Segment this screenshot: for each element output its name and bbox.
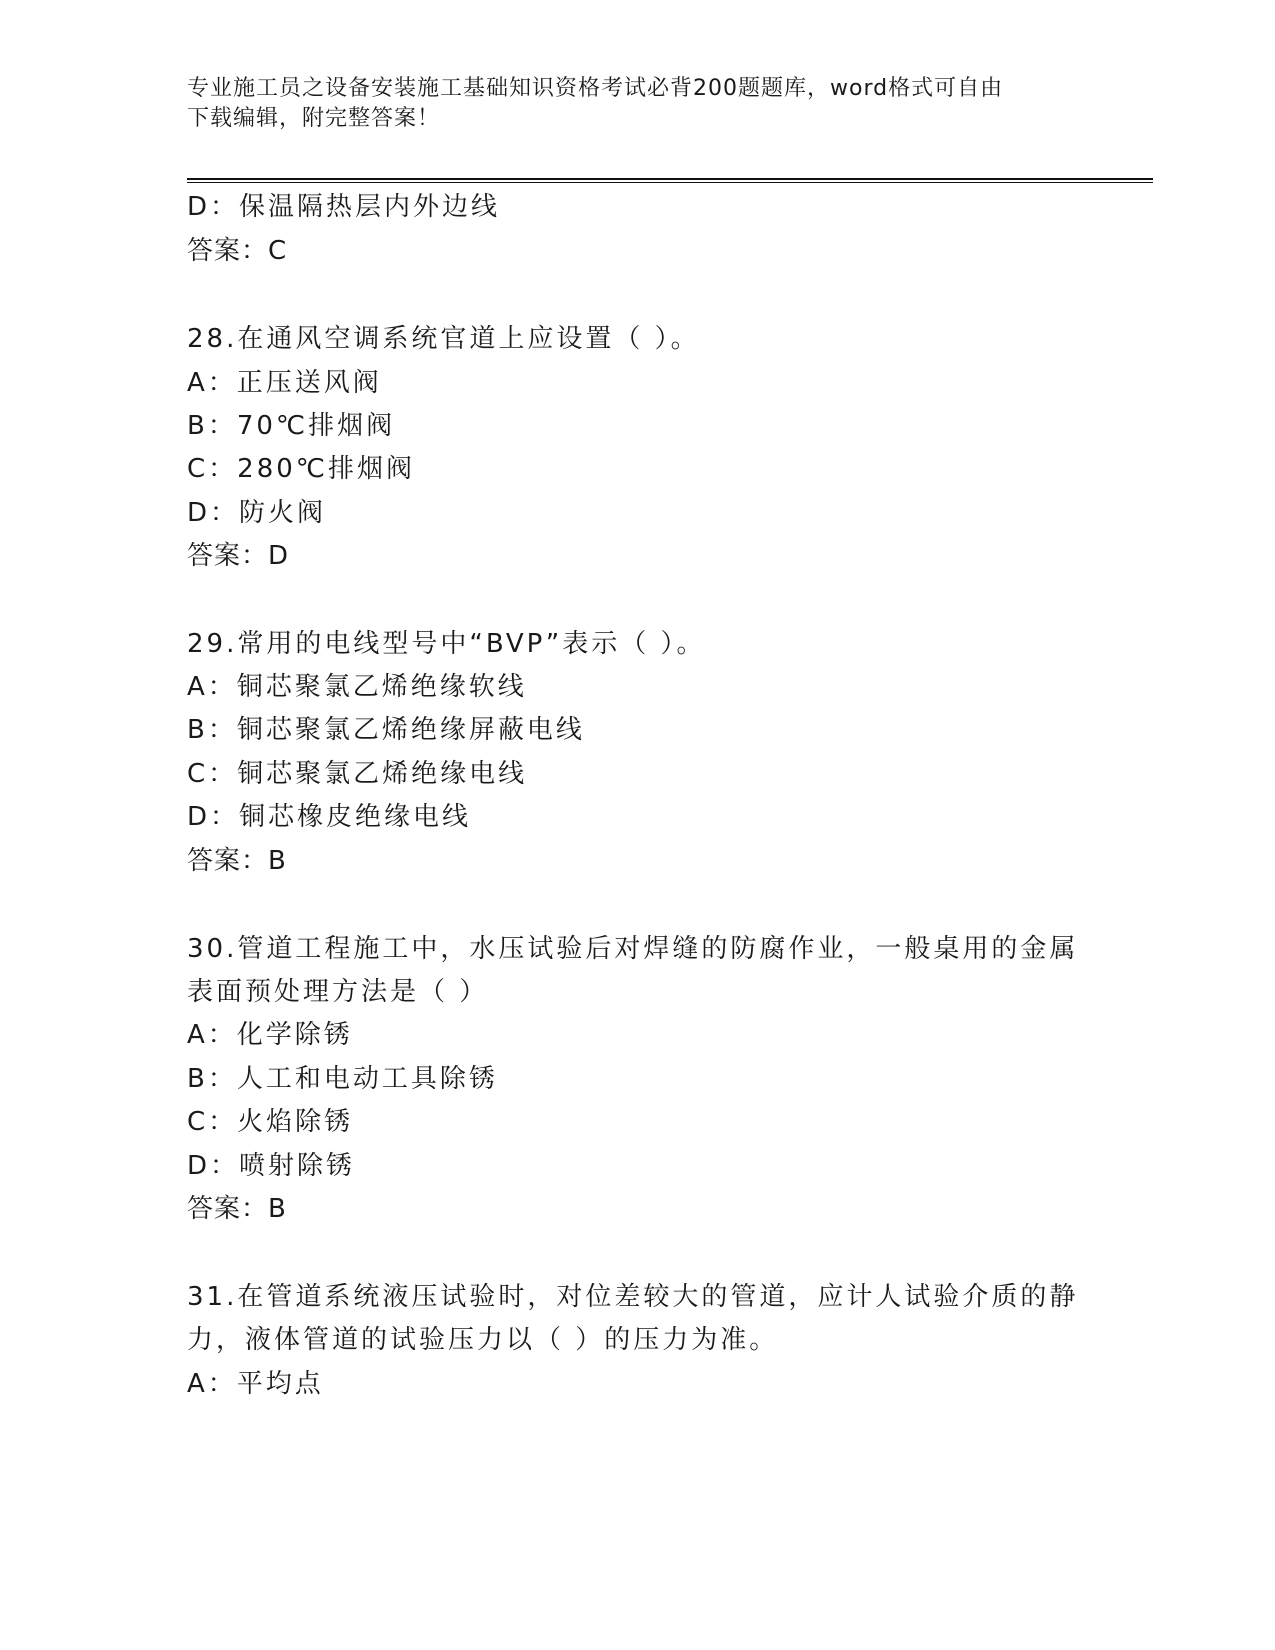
header-rule-thick [187, 178, 1153, 180]
option-a-line: A：正压送风阀 [187, 368, 382, 398]
question-31-line-2: 力，液体管道的试验压力以（ ）的压力为准。 [187, 1325, 779, 1355]
header-rule-thin [187, 182, 1153, 183]
option-b-line: B：人工和电动工具除锈 [187, 1064, 498, 1094]
option-d-line: D：防火阀 [187, 498, 327, 528]
option-a-line: A：化学除锈 [187, 1020, 353, 1050]
answer-line: 答案：D [187, 541, 290, 571]
question-30-line-1: 30.管道工程施工中，水压试验后对焊缝的防腐作业，一般桌用的金属 [187, 934, 1079, 964]
question-30-line-2: 表面预处理方法是（ ） [187, 977, 489, 1007]
header-line-2: 下载编辑，附完整答案！ [187, 106, 441, 131]
option-d-line: D：喷射除锈 [187, 1151, 356, 1181]
header-line-1: 专业施工员之设备安装施工基础知识资格考试必背200题题库，word格式可自由 [187, 76, 1004, 101]
answer-line: 答案：B [187, 1194, 287, 1224]
answer-line: 答案：C [187, 236, 288, 266]
option-a-line: A：铜芯聚氯乙烯绝缘软线 [187, 672, 527, 702]
question-29: 29.常用的电线型号中“BVP”表示（ ）。 [187, 629, 706, 659]
option-d-line: D：保温隔热层内外边线 [187, 192, 501, 222]
option-d-line: D：铜芯橡皮绝缘电线 [187, 802, 472, 832]
option-c-line: C：火焰除锈 [187, 1107, 354, 1137]
question-31-line-1: 31.在管道系统液压试验时，对位差较大的管道，应计人试验介质的静 [187, 1282, 1079, 1312]
question-28: 28.在通风空调系统官道上应设置（ ）。 [187, 324, 700, 354]
answer-line: 答案：B [187, 846, 287, 876]
option-c-line: C：280℃排烟阀 [187, 454, 415, 484]
document-header [187, 74, 1087, 134]
option-c-line: C：铜芯聚氯乙烯绝缘电线 [187, 759, 528, 789]
option-b-line: B：70℃排烟阀 [187, 411, 396, 441]
option-a-line: A：平均点 [187, 1369, 324, 1399]
option-b-line: B：铜芯聚氯乙烯绝缘屏蔽电线 [187, 715, 585, 745]
